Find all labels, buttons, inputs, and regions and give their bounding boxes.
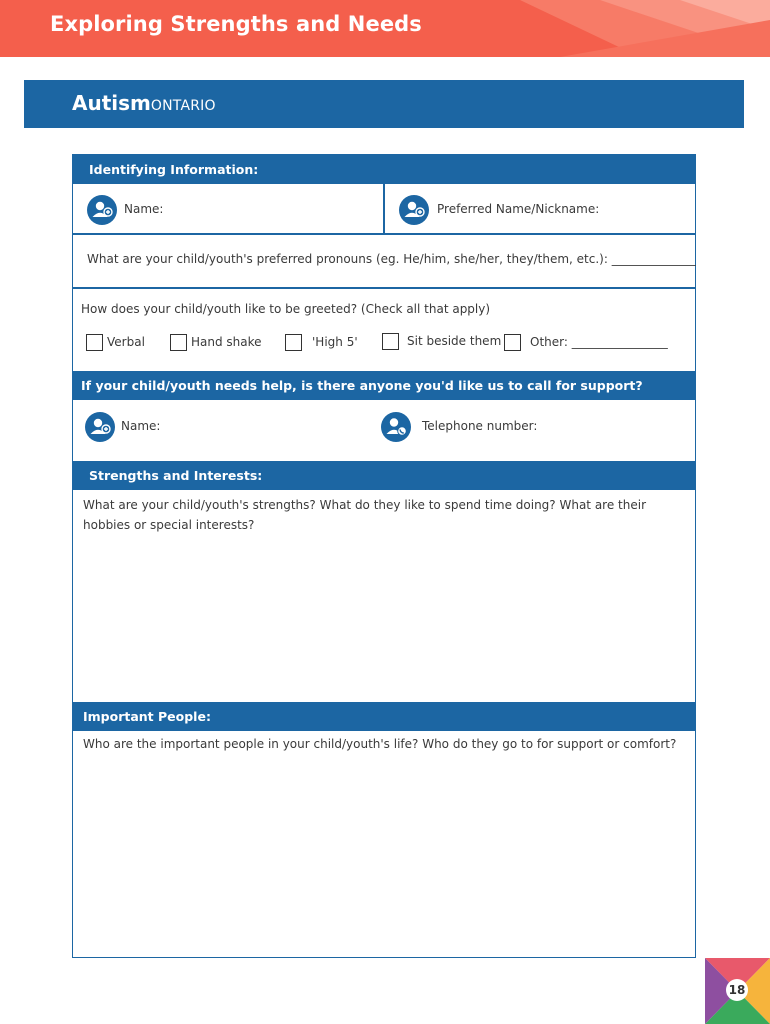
add-user-icon — [399, 195, 429, 225]
logo-text-light: ONTARIO — [150, 98, 216, 114]
greeting-other-checkbox[interactable] — [504, 334, 521, 351]
field-divider — [383, 184, 385, 233]
logo-text-strong: Autism — [72, 91, 151, 115]
support-phone-label: Telephone number: — [422, 419, 538, 433]
title-banner — [0, 0, 770, 57]
greeting-high5-checkbox[interactable] — [285, 334, 302, 351]
identifying-heading: Identifying Information: — [73, 155, 695, 184]
greeting-sit-beside-checkbox[interactable] — [382, 333, 399, 350]
pronouns-question: What are your child/youth's preferred pronouns (eg. He/him, she/her, they/them, etc.): ______________ — [87, 252, 696, 266]
brand-bar — [24, 80, 744, 128]
greeting-option-label: Verbal — [107, 335, 145, 349]
intake-form — [72, 154, 696, 958]
nickname-label: Preferred Name/Nickname: — [437, 202, 600, 216]
greeting-question: How does your child/youth like to be greeted? (Check all that apply) — [81, 302, 491, 316]
page-number: 18 — [726, 979, 748, 1001]
greeting-option-label: Hand shake — [191, 335, 262, 349]
contact-phone-icon — [381, 412, 411, 442]
add-user-icon — [87, 195, 117, 225]
strengths-question: What are your child/youth's strengths? What do they like to spend time doing? What are their hobbies or special interests? — [83, 498, 647, 532]
autism-ontario-logo — [72, 91, 216, 115]
divider — [73, 287, 695, 289]
greeting-option-label: Sit beside them — [407, 334, 502, 348]
greeting-option-label: 'High 5' — [312, 335, 358, 349]
important-people-heading: Important People: — [73, 702, 695, 731]
strengths-heading: Strengths and Interests: — [73, 461, 695, 490]
support-heading: If your child/youth needs help, is there anyone you'd like us to call for support? — [73, 371, 695, 400]
page-title: Exploring Strengths and Needs — [50, 12, 422, 36]
name-label: Name: — [124, 202, 164, 216]
support-name-label: Name: — [121, 419, 161, 433]
greeting-handshake-checkbox[interactable] — [170, 334, 187, 351]
divider — [73, 233, 695, 235]
greeting-option-label: Other: ________________ — [530, 335, 668, 349]
important-people-question: Who are the important people in your child/youth's life? Who do they go to for support or comfort? — [83, 737, 677, 751]
greeting-verbal-checkbox[interactable] — [86, 334, 103, 351]
add-user-icon — [85, 412, 115, 442]
